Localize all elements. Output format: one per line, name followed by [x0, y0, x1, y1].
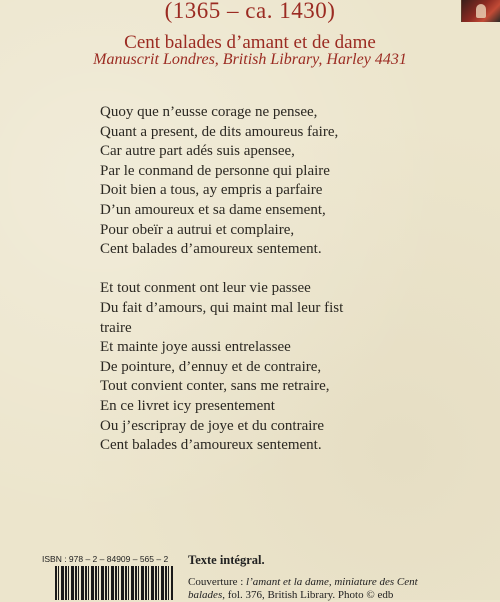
figure-shape [476, 4, 486, 18]
verse-line: Cent balades d’amoureux sentement. [100, 241, 322, 258]
verse-line: Par le conmand de personne qui plaire [100, 162, 330, 179]
cover-credit-source: , fol. 376, British Library. Photo © edb [222, 589, 394, 601]
verse-line: Doit bien a tous, ay empris a parfaire [100, 182, 323, 199]
verse-line: Car autre part adés suis apensee, [100, 143, 295, 160]
isbn-number: ISBN : 978 – 2 – 84909 – 565 – 2 [42, 554, 169, 564]
stanza-2 [100, 279, 420, 455]
cover-credit [188, 576, 428, 602]
stanza-1 [100, 103, 420, 260]
cover-credit-title-cont: balades [188, 589, 223, 601]
verse-line: Du fait d’amours, qui maint mal leur fist [100, 299, 344, 316]
verse-line: Cent balades d’amoureux sentement. [100, 437, 322, 454]
verse-line: Tout convient conter, sans me retraire, [100, 378, 330, 395]
cover-credit-title: l’amant et la dame, miniature des Cent [246, 576, 418, 588]
author-dates: (1365 – ca. 1430) [164, 0, 336, 23]
book-title: Cent balades d’amant et de dame [124, 32, 376, 53]
verse-line: En ce livret icy presentement [100, 397, 275, 414]
full-text-note: Texte intégral. [188, 553, 265, 567]
verse-line: Et mainte joye aussi entrelassee [100, 339, 291, 356]
verse-line: Quoy que n’eusse corage ne pensee, [100, 104, 318, 120]
verse-line: De pointure, d’ennuy et de contraire, [100, 358, 322, 375]
verse-line: traire [100, 319, 132, 336]
cover-thumbnail-image [461, 0, 500, 22]
cover-credit-label: Couverture : [188, 576, 247, 588]
verse-line: Et tout conment ont leur vie passee [100, 280, 311, 297]
verse-line: Quant a present, de dits amoureus faire, [100, 123, 339, 140]
verse-line: Ou j’escripray de joye et du contraire [100, 417, 325, 434]
verse-line: Pour obeïr a autrui et complaire, [100, 221, 295, 238]
manuscript-source: Manuscrit Londres, British Library, Harley 4431 [93, 51, 407, 68]
poem-excerpt [100, 103, 420, 475]
barcode [55, 566, 173, 600]
verse-line: D’un amoureux et sa dame ensement, [100, 201, 326, 218]
